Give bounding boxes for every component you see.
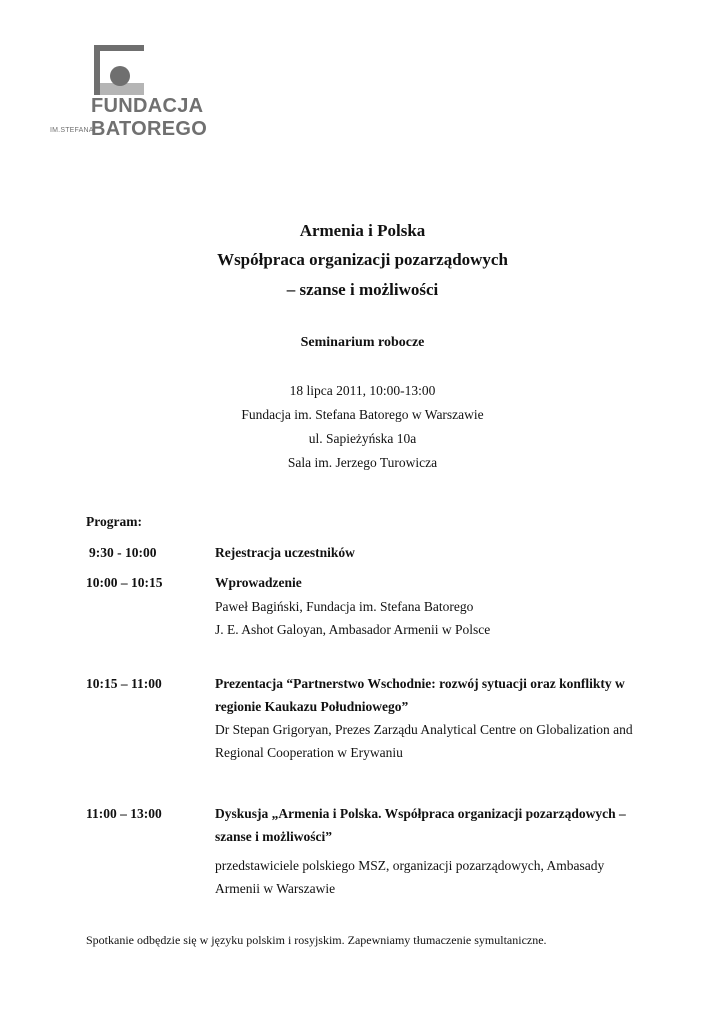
event-date: 18 lipca 2011, 10:00-13:00 (289, 383, 436, 398)
event-venue: Fundacja im. Stefana Batorego w Warszawie (241, 407, 484, 422)
program-speaker-3b: Regional Cooperation w Erywaniu (215, 745, 403, 760)
program-time-3: 10:15 – 11:00 (86, 676, 162, 691)
program-time-4: 11:00 – 13:00 (86, 806, 162, 821)
title-line-3: – szanse i możliwości (286, 280, 439, 299)
program-speaker-2b: J. E. Ashot Galoyan, Ambasador Armenii w Polsce (215, 622, 491, 637)
program-title-3a: Prezentacja “Partnerstwo Wschodnie: rozwój sytuacji oraz konflikty w (215, 676, 625, 691)
program-speaker-2a: Paweł Bagiński, Fundacja im. Stefana Batorego (215, 599, 474, 614)
program-time-1: 9:30 - 10:00 (89, 545, 157, 560)
program-title-3b: regionie Kaukazu Południowego” (215, 699, 409, 714)
program-label: Program: (86, 514, 142, 529)
logo-text-batorego: BATOREGO (91, 118, 208, 140)
foundation-logo (48, 45, 208, 145)
subtitle: Seminarium robocze (300, 335, 425, 350)
program-title-4a: Dyskusja „Armenia i Polska. Współpraca organizacji pozarządowych – (215, 806, 626, 821)
event-room: Sala im. Jerzego Turowicza (287, 455, 438, 470)
event-address: ul. Sapieżyńska 10a (308, 431, 417, 446)
footer-note: Spotkanie odbędzie się w języku polskim i rosyjskim. Zapewniamy tłumaczenie symultaniczne. (86, 933, 547, 947)
title-line-2: Współpraca organizacji pozarządowych (217, 250, 508, 269)
program-participants-4a: przedstawiciele polskiego MSZ, organizacji pozarządowych, Ambasady (215, 858, 605, 873)
logo-text-im-stefana: IM.STEFANA (50, 127, 94, 134)
program-participants-4b: Armenii w Warszawie (215, 881, 336, 896)
title-line-1: Armenia i Polska (299, 221, 426, 240)
program-title-1: Rejestracja uczestników (215, 545, 355, 560)
logo-text-fundacja: FUNDACJA (91, 95, 204, 117)
logo-mark-icon (94, 45, 144, 95)
program-title-4b: szanse i możliwości” (215, 829, 332, 844)
program-speaker-3a: Dr Stepan Grigoryan, Prezes Zarządu Analytical Centre on Globalization and (215, 722, 633, 737)
program-title-2: Wprowadzenie (215, 575, 302, 590)
program-time-2: 10:00 – 10:15 (86, 575, 163, 590)
